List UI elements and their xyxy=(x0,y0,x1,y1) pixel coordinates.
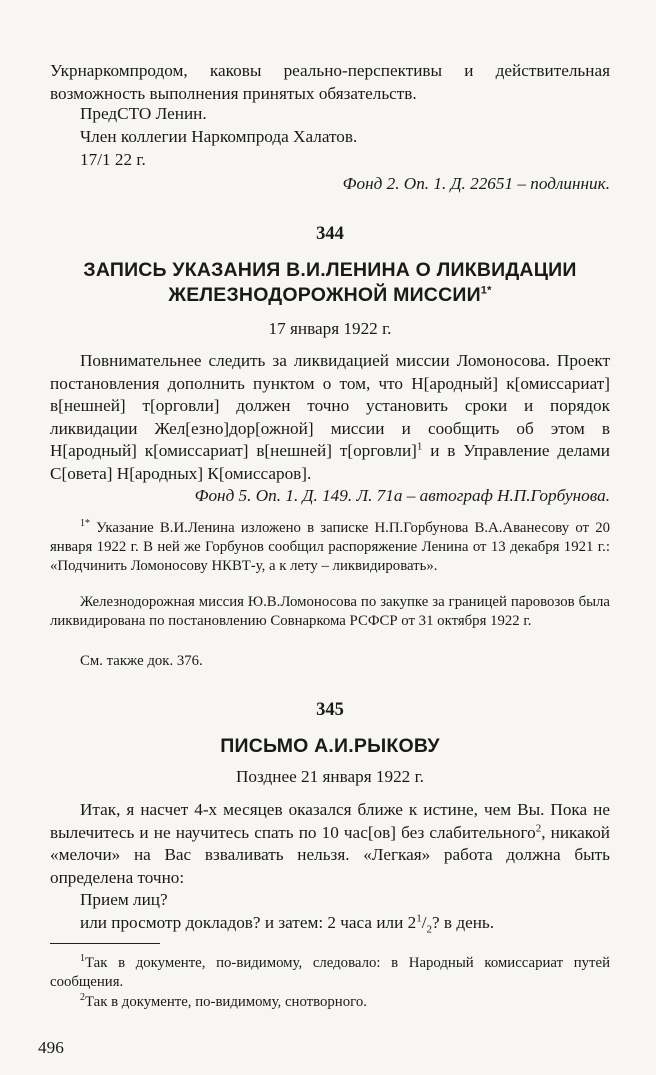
doc-345-number: 345 xyxy=(316,700,344,720)
signature-lenin: ПредСТО Ленин. xyxy=(80,104,207,123)
doc-344-number: 344 xyxy=(316,224,344,244)
doc-344-note-1-text: Указание В.И.Ленина изложено в записке Н.П.Горбунова В.А.Аванесову от 20 января 1922 г. В ней же Горбунов сообщил распоряжение Ленина от 13 декабря 1921 г.: «Подчинить Ломоносову НКВТ-у, а к лету – ликвидировать». xyxy=(50,519,610,574)
doc-345-fraction-num: 1 xyxy=(416,912,422,925)
doc-344-title xyxy=(50,258,610,308)
doc-345-line-reception: Прием лиц? xyxy=(80,890,168,909)
doc-345-fraction-slash: / xyxy=(421,913,427,932)
doc-344-title-mark: 1* xyxy=(480,284,492,297)
doc-345-body-text: Итак, я насчет 4-х месяцев оказался ближе к истине, чем Вы. Пока не вылечитесь и не научитесь спать по 10 час[ов] без слабительного xyxy=(50,800,610,842)
doc-344-date: 17 января 1922 г. xyxy=(268,319,392,338)
doc-345-line-reports-tail: ? в день. xyxy=(431,913,495,932)
top-date: 17/1 22 г. xyxy=(80,150,146,169)
continuation-text: Укрнаркомпродом, каковы реально-перспективы и действительная возможность выполнения принятых обязательств. xyxy=(50,61,610,103)
doc-345-body-mark: 2 xyxy=(535,821,542,834)
doc-344-body xyxy=(50,350,610,485)
doc-344-title-line1: ЗАПИСЬ УКАЗАНИЯ В.И.ЛЕНИНА О ЛИКВИДАЦИИ xyxy=(83,259,577,281)
continuation-paragraph xyxy=(50,60,610,105)
doc-344-note-3: См. также док. 376. xyxy=(80,653,203,669)
footnote-2-text: Так в документе, по-видимому, снотворного. xyxy=(85,993,367,1010)
footnote-separator xyxy=(50,943,160,944)
doc-345-body-tail: , никакой «мелочи» на Вас взваливать нельзя. «Легкая» работа должна быть определена точно: xyxy=(50,822,610,887)
doc-344-source: Фонд 5. Оп. 1. Д. 149. Л. 71а – автограф Н.П.Горбунова. xyxy=(194,486,610,505)
footnote-1-mark: 1 xyxy=(80,953,85,964)
footnote-2 xyxy=(50,988,610,1012)
doc-345-fraction-den: 2 xyxy=(426,923,432,936)
doc-345-line-reports-text: или просмотр докладов? и затем: 2 часа или 2 xyxy=(80,913,417,932)
doc-344-body-tail: и в Управление делами С[овета] Н[ародных] К[омиссаров]. xyxy=(50,441,611,483)
doc-345-date: Позднее 21 января 1922 г. xyxy=(236,767,424,786)
doc-344-title-line2: ЖЕЛЕЗНОДОРОЖНОЙ МИССИИ xyxy=(168,284,481,306)
doc-345-body xyxy=(50,799,610,889)
doc-344-note-1 xyxy=(50,514,610,576)
doc-344-note-1-mark: 1* xyxy=(80,518,90,529)
doc-344-body-mark: 1 xyxy=(416,440,423,453)
footnote-1-text: Так в документе, по-видимому, следовало: в Народный комиссариат путей сообщения. xyxy=(50,954,610,990)
doc-344-note-2: Железнодорожная миссия Ю.В.Ломоносова по закупке за границей паровозов была ликвидирована по постановлению Совнаркома РСФСР от 31 октября 1922 г. xyxy=(50,594,610,629)
footnote-2-mark: 2 xyxy=(80,992,85,1003)
signature-khalatov: Член коллегии Наркомпрода Халатов. xyxy=(80,127,358,146)
top-source: Фонд 2. Оп. 1. Д. 22651 – подлинник. xyxy=(342,174,610,193)
doc-344-body-text: Повнимательнее следить за ликвидацией миссии Ломоносова. Проект постановления дополнить пунктом о том, что Н[ародный] к[омиссариат] в[нешней] т[орговли] должен точно установить сроки и порядок ликвидации Жел[езно]дор[ожной] миссии и сообщить об этом в Н[ародный] к[омиссариат] в[нешней] т[орговли] xyxy=(50,351,610,460)
footnote-1 xyxy=(50,949,610,992)
page-number: 496 xyxy=(38,1038,64,1057)
doc-345-title: ПИСЬМО А.И.РЫКОВУ xyxy=(220,735,440,757)
doc-345-line-reports xyxy=(50,912,610,941)
